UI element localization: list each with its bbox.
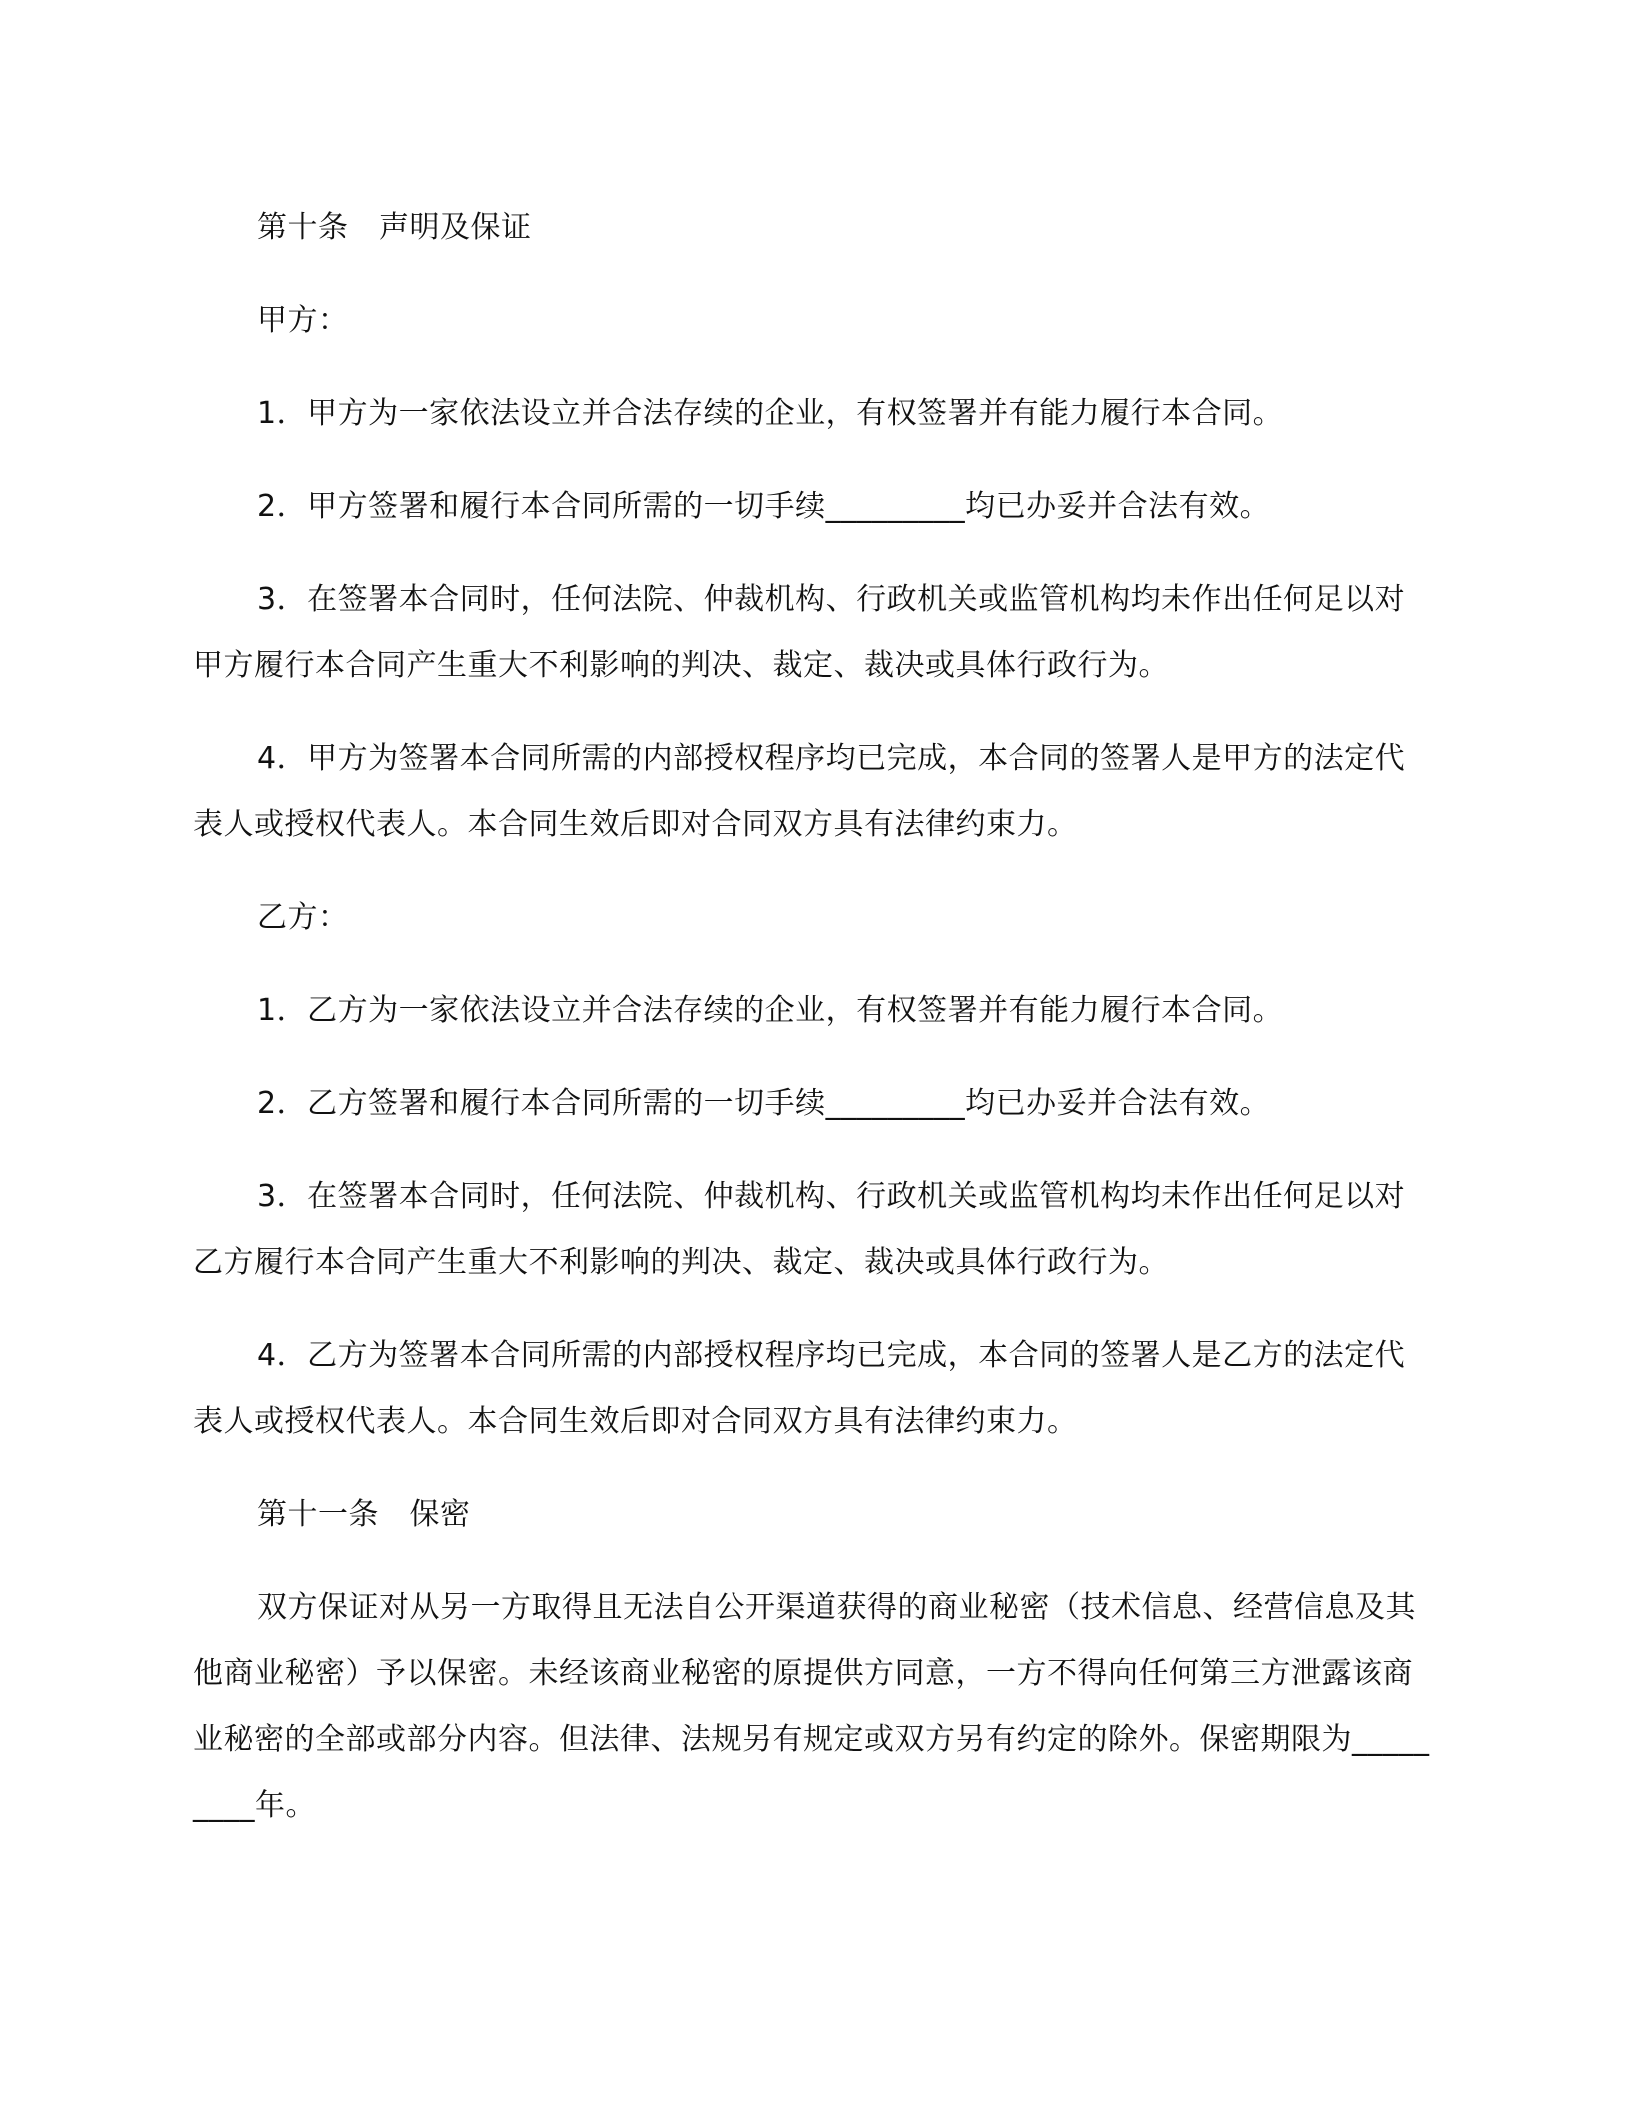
party-a-item-4: 4．甲方为签署本合同所需的内部授权程序均已完成，本合同的签署人是甲方的法定代表人或授权代表人。本合同生效后即对合同双方具有法律约束力。 xyxy=(193,741,1406,842)
article-11-heading: 第十一条 保密 xyxy=(257,1497,471,1532)
party-b-item-2: 2．乙方签署和履行本合同所需的一切手续_________均已办妥并合法有效。 xyxy=(257,1086,1271,1121)
party-a-item-2: 2．甲方签署和履行本合同所需的一切手续_________均已办妥并合法有效。 xyxy=(257,489,1271,524)
party-a-item-1: 1．甲方为一家依法设立并合法存续的企业，有权签署并有能力履行本合同。 xyxy=(257,396,1284,431)
party-b-item-4: 4．乙方为签署本合同所需的内部授权程序均已完成，本合同的签署人是乙方的法定代表人或授权代表人。本合同生效后即对合同双方具有法律约束力。 xyxy=(193,1338,1406,1439)
party-a-label: 甲方： xyxy=(257,303,349,338)
article-10-heading: 第十条 声明及保证 xyxy=(257,210,532,245)
party-b-item-3: 3．在签署本合同时，任何法院、仲裁机构、行政机关或监管机构均未作出任何足以对乙方履行本合同产生重大不利影响的判决、裁定、裁决或具体行政行为。 xyxy=(193,1179,1406,1280)
party-b-label: 乙方： xyxy=(257,900,349,935)
document-body xyxy=(193,195,1433,1839)
party-b-item-1: 1．乙方为一家依法设立并合法存续的企业，有权签署并有能力履行本合同。 xyxy=(257,993,1284,1028)
article-11-body: 双方保证对从另一方取得且无法自公开渠道获得的商业秘密（技术信息、经营信息及其他商业秘密）予以保密。未经该商业秘密的原提供方同意，一方不得向任何第三方泄露该商业秘密的全部或部分内容。但法律、法规另有规定或双方另有约定的除外。保密期限为_________年。 xyxy=(193,1590,1430,1823)
party-a-item-3: 3．在签署本合同时，任何法院、仲裁机构、行政机关或监管机构均未作出任何足以对甲方履行本合同产生重大不利影响的判决、裁定、裁决或具体行政行为。 xyxy=(193,582,1406,683)
